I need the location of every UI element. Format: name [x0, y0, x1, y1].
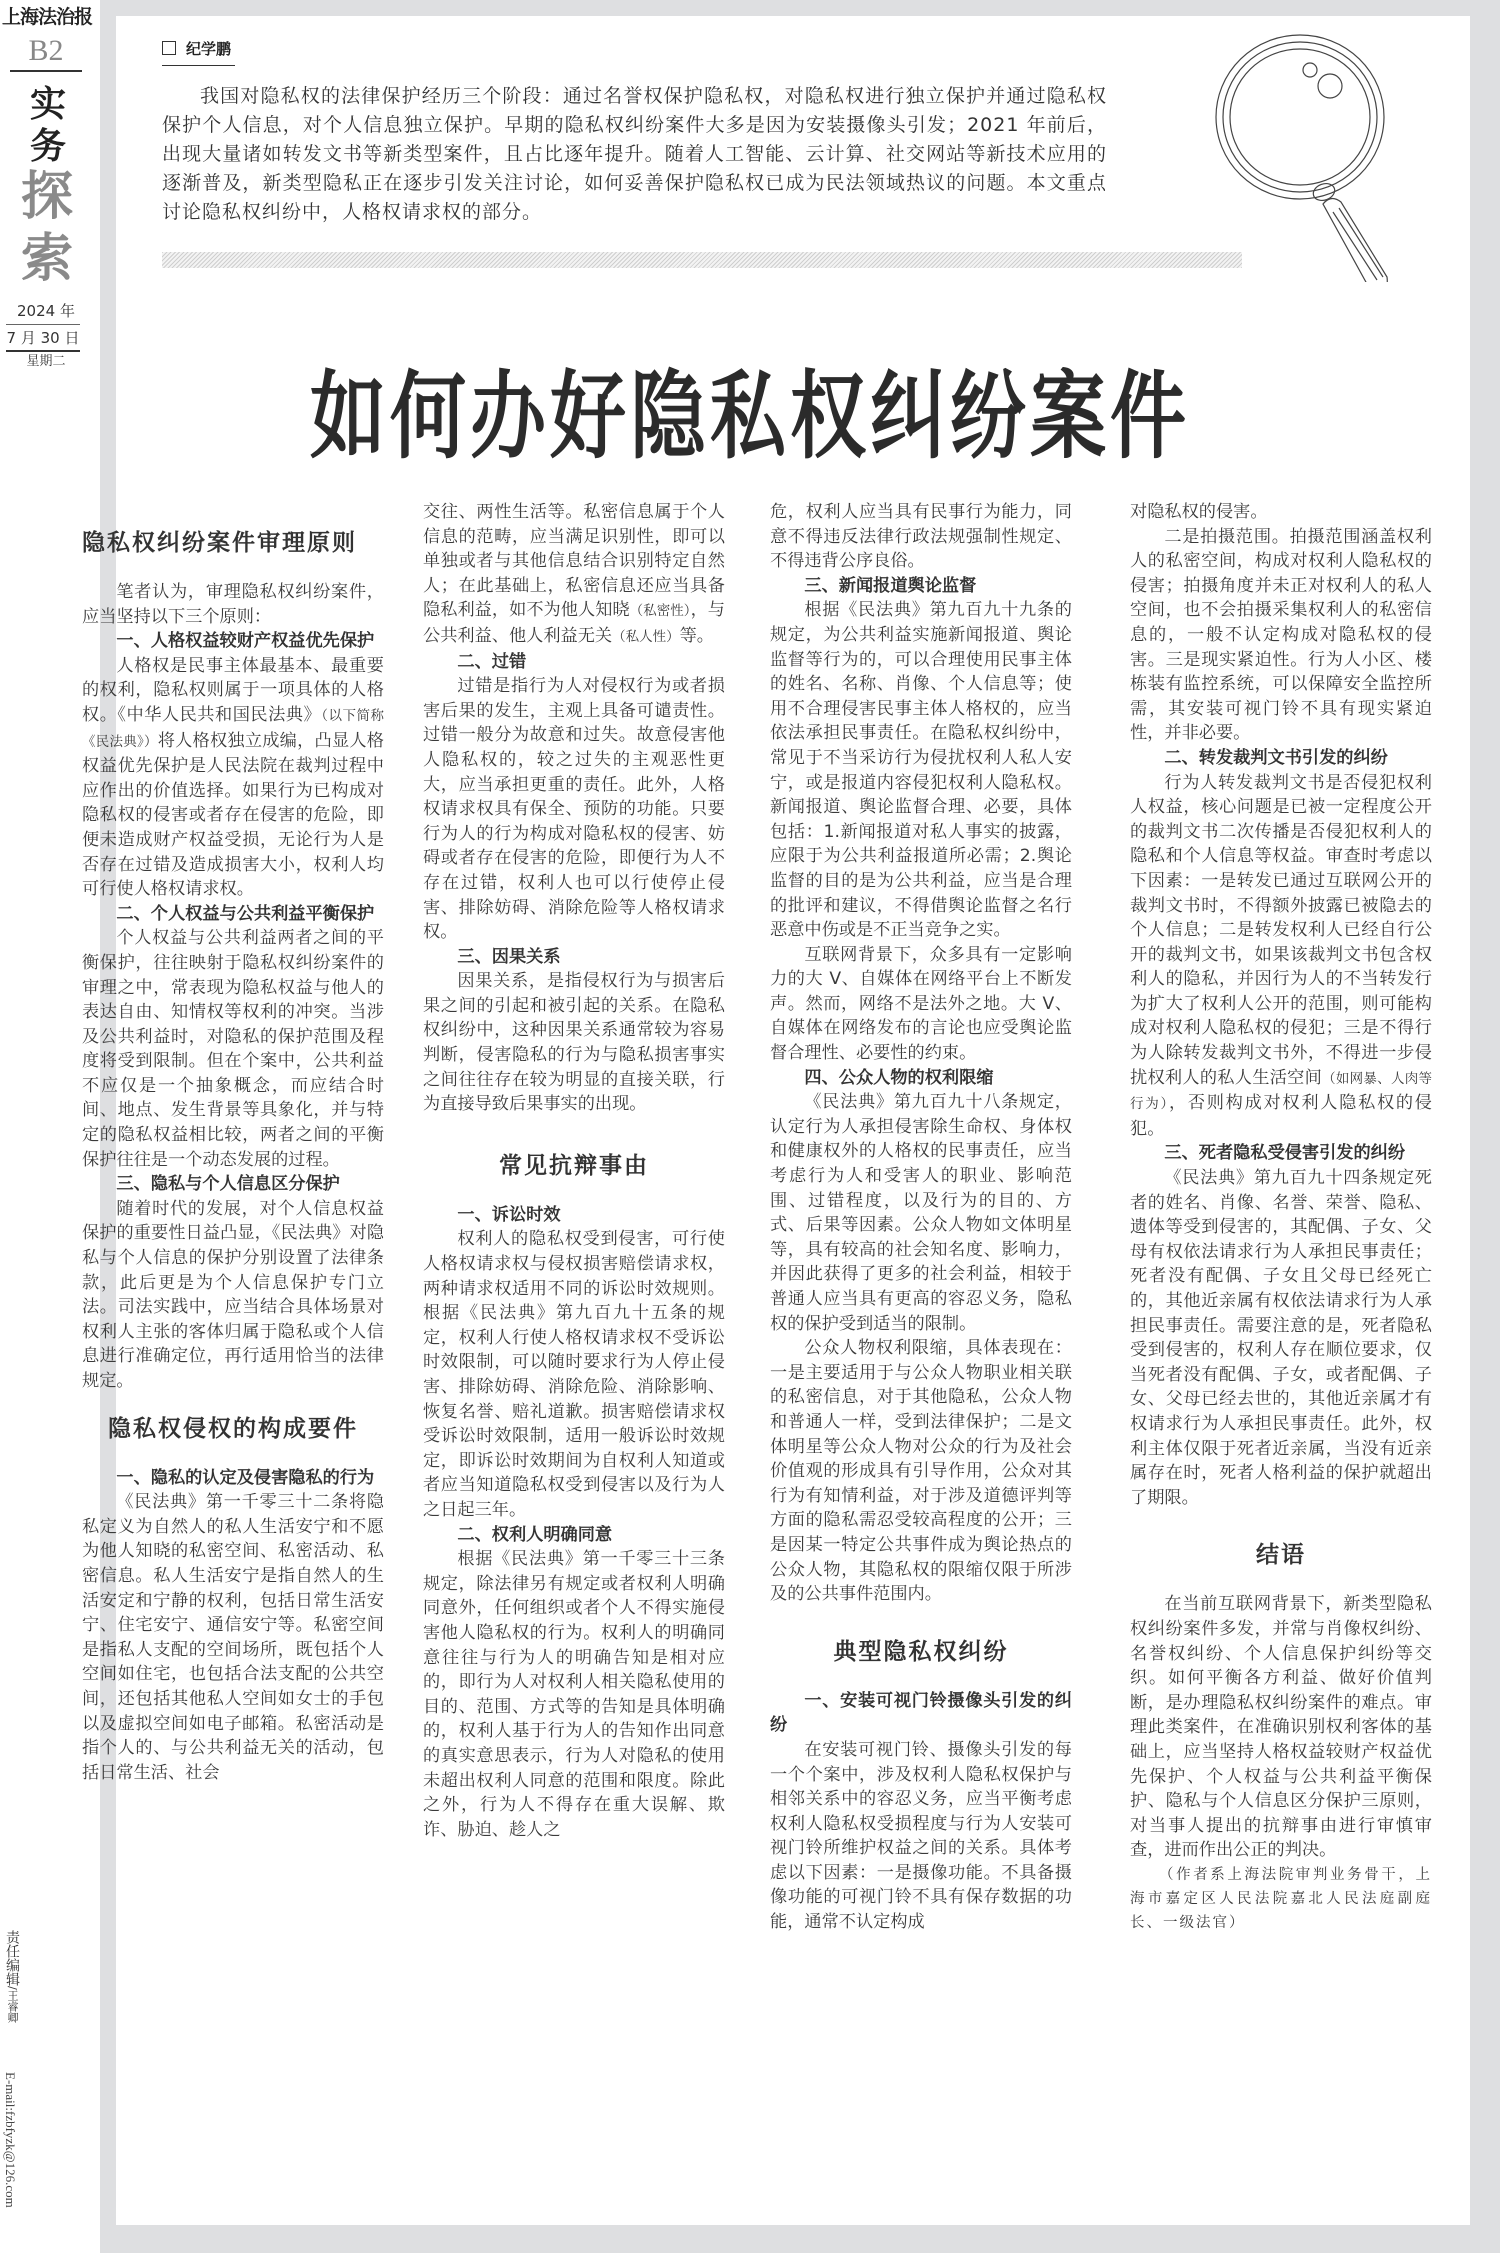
- subheading: 三、死者隐私受侵害引发的纠纷: [1164, 1143, 1406, 1164]
- square-bullet-icon: [162, 41, 176, 55]
- lens-glint-large: [1318, 74, 1342, 98]
- paragraph: 过错是指行为人对侵权行为或者损害后果的发生，主观上具备可谴责性。过错一般分为故意和过失。故意侵害他人隐私权的，较之过失的主观恶性更大，应当承担更重的责任。此外，人格权请求权具有保全、预防的功能。只要行为人的行为构成对隐私权的侵害、妨碍或者存在侵害的危险，即便行为人不存在过错，权利人也可以行使停止侵害、排除妨碍、消除危险等人格权请求权。: [423, 676, 725, 943]
- column-4: [1130, 500, 1432, 1935]
- text-run: ，与公共利益、他人利益无关: [423, 600, 725, 646]
- byline-author: 纪学鹏: [186, 40, 232, 58]
- paragraph: 《民法典》第九百九十八条规定，认定行为人承担侵害除生命权、身体权和健康权外的人格权的民事责任，应当考虑行为人和受害人的职业、影响范围、过错程度，以及行为的目的、方式、后果等因素。公众人物如文体明星等，具有较高的社会知名度、影响力，并因此获得了更多的社会利益，相较于普通人应当具有更高的容忍义务，隐私权的保护受到适当的限制。: [770, 1092, 1072, 1334]
- issue-date-month-day: 7 月 30 日: [6, 324, 80, 352]
- magnifier-lens: [1230, 49, 1370, 185]
- subheading: 三、因果关系: [457, 946, 561, 967]
- text-run: 交往、两性生活等。私密信息属于个人信息的范畴，应当满足识别性，即可以单独或者与其他信息结合识别特定自然人；在此基础上，私密信息还应当具备隐私利益，如不为他人知晓: [423, 502, 725, 621]
- text-run: 行为人转发裁判文书是否侵犯权利人权益，核心问题是已被一定程度公开的裁判文书二次传播是否侵犯权利人的隐私和个人信息等权益。审查时考虑以下因素：一是转发已通过互联网公开的裁判文书时，不得额外披露已被隐去的个人信息；二是转发权利人已经自行公开的裁判文书，如果该裁判文书包含权利人的隐私，并因行为人的不当转发行为扩大了权利人公开的范围，则可能构成对权利人隐私权的侵犯；三是不得行为人除转发裁判文书外，不得进一步侵扰权利人的私人生活空间: [1130, 772, 1432, 1088]
- hatched-divider: [162, 252, 1242, 268]
- magnifier-outer-ring: [1216, 35, 1384, 199]
- section-heading: 隐私权侵权的构成要件: [108, 1415, 358, 1442]
- section-heading: 结语: [1256, 1542, 1306, 1569]
- subheading: 二、个人权益与公共利益平衡保护: [116, 903, 375, 924]
- text-run: 等。: [679, 625, 714, 646]
- paragraph: 笔者认为，审理隐私权纠纷案件，应当坚持以下三个原则：: [82, 582, 384, 627]
- column-3: [770, 500, 1072, 1935]
- paragraph: 在安装可视门铃、摄像头引发的每一个个案中，涉及权利人隐私权保护与相邻关系中的容忍义务，应当平衡考虑权利人隐私权受损程度与行为人安装可视门铃所维护权益之间的关系。具体考虑以下因素：一是摄像功能。不具备摄像功能的可视门铃不具有保存数据的功能，通常不认定构成: [770, 1739, 1072, 1933]
- paragraph: 二是拍摄范围。拍摄范围涵盖权利人的私密空间，构成对权利人隐私权的侵害；拍摄角度并未正对权利人的私人空间，也不会拍摄采集权利人的私密信息的，一般不认定构成对隐私权的侵害。三是现实紧迫性。行为人小区、楼栋装有监控系统，可以保障安全监控所需，其安装可视门铃不具有现实紧迫性，并非必要。: [1130, 526, 1432, 744]
- headline: 如何办好隐私权纠纷案件: [310, 360, 1190, 472]
- section-heading: 常见抗辩事由: [499, 1152, 649, 1179]
- editor-credit: [0, 1930, 20, 2023]
- handle-highlight-2: [1339, 208, 1383, 277]
- paragraph: 对隐私权的侵害。: [1130, 502, 1268, 522]
- section-title-bottom: 探索: [20, 166, 73, 289]
- paragraph: 在当前互联网背景下，新类型隐私权纠纷案件多发，并常与肖像权纠纷、名誉权纠纷、个人信息保护纠纷等交织。如何平衡各方利益、做好价值判断，是办理隐私权纠纷案件的难点。审理此类案件，在准确识别权利客体的基础上，应当坚持人格权益较财产权益优先保护、个人权益与公共利益平衡保护、隐私与个人信息区分保护三原则，对当事人提出的抗辩事由进行审慎审查，进而作出公正的判决。: [1130, 1594, 1432, 1861]
- page-frame-bottom: [100, 2225, 1500, 2253]
- magnifier-middle-ring: [1223, 42, 1377, 192]
- magnifier-icon: [1205, 22, 1405, 282]
- paragraph: 随着时代的发展，对个人信息权益保护的重要性日益凸显，《民法典》对隐私与个人信息的保护分别设置了法律条款，此后更是为个人信息保护专门立法。司法实践中，应当结合具体场景对权利人主张的客体归属于隐私或个人信息进行准确定位，再行适用恰当的法律规定。: [82, 1198, 384, 1391]
- subheading: 三、隐私与个人信息区分保护: [116, 1174, 340, 1195]
- subheading: 二、权利人明确同意: [457, 1524, 613, 1545]
- subheading: 四、公众人物的权利限缩: [804, 1067, 994, 1088]
- paragraph: 《民法典》第九百九十四条规定死者的姓名、肖像、名誉、荣誉、隐私、遗体等受到侵害的，其配偶、子女、父母有权依法请求行为人承担民事责任；死者没有配偶、子女且父母已经死亡的，其他近亲属有权依法请求行为人承担民事责任。需要注意的是，死者隐私受到侵害的，权利人存在顺位要求，仅当死者没有配偶、子女，或者配偶、子女、父母已经去世的，其他近亲属才有权请求行为人承担民事责任。此外，权利主体仅限于死者近亲属，当没有近亲属存在时，死者人格利益的保护就超出了期限。: [1130, 1168, 1432, 1508]
- paragraph: 根据《民法典》第一千零三十三条规定，除法律另有规定或者权利人明确同意外，任何组织或者个人不得实施侵害他人隐私权的行为。权利人的明确同意往往与行为人的明确告知是相对应的，即行为人对权利人相关隐私使用的目的、范围、方式等的告知是具体明确的，权利人基于行为人的告知作出同意的真实意思表示，行为人对隐私的使用未超出权利人同意的范围和限度。除此之外，行为人不得存在重大误解、欺诈、胁迫、趁人之: [423, 1549, 725, 1840]
- parenthetical-note: （私人性）: [612, 628, 680, 645]
- paragraph: [423, 500, 725, 650]
- parenthetical-note: （私密性）: [629, 603, 691, 620]
- subheading: 二、过错: [457, 651, 527, 672]
- paper-name-logo: 上海法治报: [2, 6, 93, 28]
- paragraph: 互联网背景下，众多具有一定影响力的大 V、自媒体在网络平台上不断发声。然而，网络不是法外之地。大 V、自媒体在网络发布的言论也应受舆论监督合理性、必要性的约束。: [770, 944, 1072, 1064]
- editor-email: E-mail:fzbfyzk@126.com: [3, 2072, 18, 2208]
- paragraph: 因果关系，是指侵权行为与损害后果之间的引起和被引起的关系。在隐私权纠纷中，这种因果关系通常较为容易判断，侵害隐私的行为与隐私损害事实之间往往存在较为明显的直接关联，行为直接导致后果事实的出现。: [423, 971, 725, 1115]
- column-1: [82, 500, 384, 1785]
- subheading: 一、隐私的认定及侵害隐私的行为: [116, 1467, 375, 1488]
- handle-highlight: [1333, 212, 1377, 280]
- paragraph: 个人权益与公共利益两者之间的平衡保护，往往映射于隐私权纠纷案件的审理之中，常表现为隐私权益与他人的表达自由、知情权等权利的冲突。当涉及公共利益时，对隐私的保护范围及程度将受到限制。但在个案中，公共利益不应仅是一个抽象概念，而应结合时间、地点、发生背景等具象化，并与特定的隐私权益相比较，两者之间的平衡保护往往是一个动态发展的过程。: [82, 928, 384, 1170]
- byline: [162, 38, 235, 66]
- subheading: 一、诉讼时效: [457, 1204, 561, 1225]
- subheading: 二、转发裁判文书引发的纠纷: [1164, 747, 1388, 768]
- page-number: B2: [10, 34, 82, 72]
- author-note: （作者系上海法院审判业务骨干，上海市嘉定区人民法院嘉北人民法庭副庭长、一级法官）: [1130, 1866, 1432, 1931]
- editor-label: 责任编辑: [4, 1930, 20, 1986]
- paragraph: [82, 654, 384, 902]
- section-heading: 隐私权纠纷案件审理原则: [82, 530, 357, 556]
- paragraph: [1130, 771, 1432, 1142]
- section-heading: 典型隐私权纠纷: [833, 1638, 1009, 1665]
- parenthetical-note: （以下简称《民法典》）: [82, 707, 385, 750]
- article-intro: 我国对隐私权的法律保护经历三个阶段：通过名誉权保护隐私权，对隐私权进行独立保护并通过隐私权保护个人信息，对个人信息独立保护。早期的隐私权纠纷案件大多是因为安装摄像头引发；2021 年前后，出现大量诸如转发文书等新类型案件，且占比逐年提升。随着人工智能、云计算、社交网站等新技术应用的逐渐普及，新类型隐私正在逐步引发关注讨论，如何妥善保护隐私权已成为民法领域热议的问题。本文重点讨论隐私权纠纷中，人格权请求权的部分。: [162, 85, 1107, 223]
- lens-glint-small: [1303, 63, 1317, 77]
- subheading: 三、新闻报道舆论监督: [804, 575, 977, 596]
- issue-date-year: 2024 年: [17, 302, 75, 320]
- text-run: 将人格权独立成编，凸显人格权益优先保护是人民法院在裁判过程中应作出的价值选择。如果行为已构成对隐私权的侵害或者存在侵害的危险，即便未造成财产权益受损，无论行为人是否存在过错及造成损害大小，权利人均可行使人格权请求权。: [82, 730, 384, 900]
- paragraph: 公众人物权利限缩，具体表现在：一是主要适用于与公众人物职业相关联的私密信息，对于其他隐私，公众人物和普通人一样，受到法律保护；二是文体明星等公众人物对公众的行为及社会价值观的形成具有引导作用，公众对其行为有知情利益，对于涉及道德评判等方面的隐私需忍受较高程度的公开；三是因某一特定公共事件成为舆论热点的公众人物，其隐私权的限缩仅限于所涉及的公共事件范围内。: [770, 1338, 1072, 1605]
- column-2: [423, 500, 725, 1842]
- paragraph: 根据《民法典》第九百九十九条的规定，为公共利益实施新闻报道、舆论监督等行为的，可以合理使用民事主体的姓名、名称、肖像、个人信息等；使用不合理侵害民事主体人格权的，应当依法承担民事责任。在隐私权纠纷中，常见于不当采访行为侵扰权利人私人安宁，或是报道内容侵犯权利人隐私权。新闻报道、舆论监督合理、必要，具体包括：1.新闻报道对私人事实的披露，应限于为公共利益报道所必需；2.舆论监督的目的是为公共利益，应当是合理的批评和建议，不得借舆论监督之名行恶意中伤或是不正当竞争之实。: [770, 600, 1072, 941]
- text-run: ，否则构成对权利人隐私权的侵犯。: [1130, 1093, 1432, 1139]
- paragraph: 权利人的隐私权受到侵害，可行使人格权请求权与侵权损害赔偿请求权，两种请求权适用不同的诉讼时效规则。根据《民法典》第九百九十五条的规定，权利人行使人格权请求权不受诉讼时效限制，可以随时要求行为人停止侵害、排除妨碍、消除危险、消除影响、恢复名誉、赔礼道歉。损害赔偿请求权受诉讼时效限制，适用一般诉讼时效规定，即诉讼时效期间为自权利人知道或者应当知道隐私权受到侵害以及行为人之日起三年。: [423, 1229, 725, 1520]
- subheading: 一、安装可视门铃摄像头引发的纠纷: [770, 1690, 1072, 1736]
- section-title-top: 实务: [29, 84, 66, 167]
- issue-weekday: 星期二: [26, 354, 66, 369]
- editor-name: /王睿卿: [6, 1986, 19, 2023]
- paragraph: 危，权利人应当具有民事行为能力，同意不得违反法律行政法规强制性规定、不得违背公序良俗。: [770, 502, 1072, 572]
- text-run: 人格权是民事主体最基本、最重要的权利，隐私权则属于一项具体的人格权。《中华人民共和国民法典》: [82, 655, 384, 725]
- subheading: 一、人格权益较财产权益优先保护: [116, 631, 375, 652]
- paragraph: 《民法典》第一千零三十二条将隐私定义为自然人的私人生活安宁和不愿为他人知晓的私密空间、私密活动、私密信息。私人生活安宁是指自然人的生活安定和宁静的权利，包括日常生活安宁、住宅安宁、通信安宁等。私密空间是指私人支配的空间场所，既包括个人空间如住宅，也包括合法支配的公共空间，还包括其他私人空间如女士的手包以及虚拟空间如电子邮箱。私密活动是指个人的、与公共利益无关的活动，包括日常生活、社会: [82, 1492, 384, 1783]
- parenthetical-note: （如网暴、人肉等行为）: [1130, 1070, 1432, 1113]
